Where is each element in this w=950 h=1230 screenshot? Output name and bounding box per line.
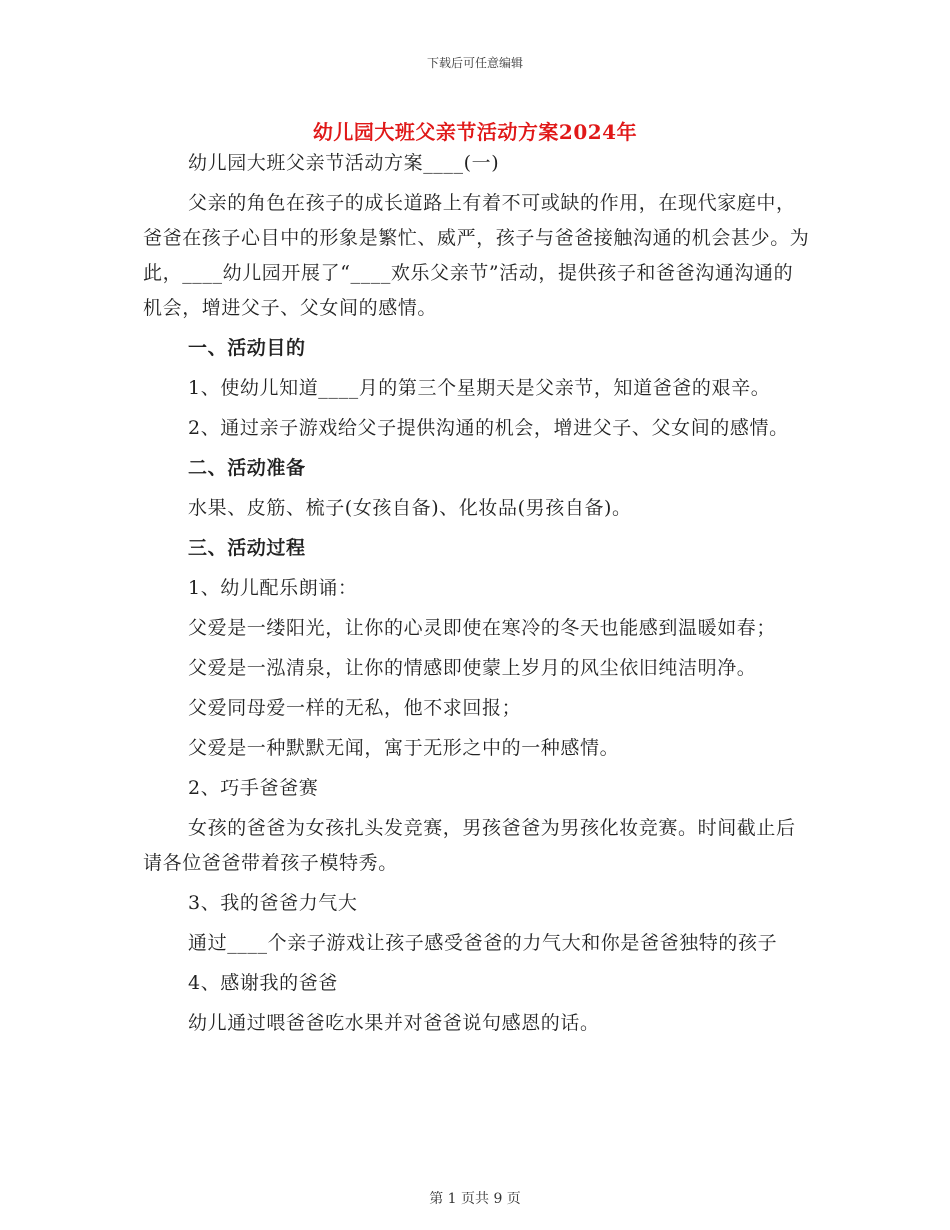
poem-line-1: 父爱是一缕阳光，让你的心灵即使在寒冷的冬天也能感到温暖如春； — [188, 617, 777, 639]
section-heading-preparation: 二、活动准备 — [188, 457, 306, 479]
process-item-3: 3、我的爸爸力气大 — [188, 892, 358, 914]
subtitle: 幼儿园大班父亲节活动方案____(一) — [188, 152, 500, 174]
page-footer: 第 1 页共 9 页 — [429, 1191, 521, 1207]
goal-item-2: 2、通过亲子游戏给父子提供沟通的机会，增进父子、父女间的感情。 — [188, 417, 789, 439]
goal-item-1: 1、使幼儿知道____月的第三个星期天是父亲节，知道爸爸的艰辛。 — [188, 377, 771, 399]
preparation-paragraph: 水果、皮筋、梳子(女孩自备)、化妆品(男孩自备)。 — [188, 497, 632, 519]
process-item-1: 1、幼儿配乐朗诵： — [188, 577, 358, 599]
poem-line-3: 父爱同母爱一样的无私，他不求回报； — [188, 697, 522, 719]
process-item-4-text: 幼儿通过喂爸爸吃水果并对爸爸说句感恩的话。 — [188, 1012, 600, 1034]
section-heading-process: 三、活动过程 — [188, 537, 306, 559]
page-header: 下载后可任意编辑 — [426, 56, 523, 70]
document-title: 幼儿园大班父亲节活动方案2024年 — [312, 120, 638, 144]
intro-paragraph: 父亲的角色在孩子的成长道路上有着不可或缺的作用，在现代家庭中，爸爸在孩子心目中的形象是繁忙、威严，孩子与爸爸接触沟通的机会甚少。为此，____幼儿园开展了“____欢乐父亲节”活动，提供孩子和爸爸沟通沟通的机会，增进父子、父女间的感情。 — [143, 192, 810, 319]
process-item-2-text: 女孩的爸爸为女孩扎头发竞赛，男孩爸爸为男孩化妆竞赛。时间截止后请各位爸爸带着孩子模特秀。 — [143, 817, 796, 874]
poem-line-4: 父爱是一种默默无闻，寓于无形之中的一种感情。 — [188, 737, 620, 759]
process-item-3-text: 通过____个亲子游戏让孩子感受爸爸的力气大和你是爸爸独特的孩子 — [188, 932, 778, 954]
process-item-2: 2、巧手爸爸赛 — [188, 777, 319, 799]
process-item-4: 4、感谢我的爸爸 — [188, 972, 338, 994]
poem-line-2: 父爱是一泓清泉，让你的情感即使蒙上岁月的风尘依旧纯洁明净。 — [188, 657, 757, 679]
section-heading-goals: 一、活动目的 — [188, 337, 306, 359]
document-body — [143, 146, 811, 1046]
